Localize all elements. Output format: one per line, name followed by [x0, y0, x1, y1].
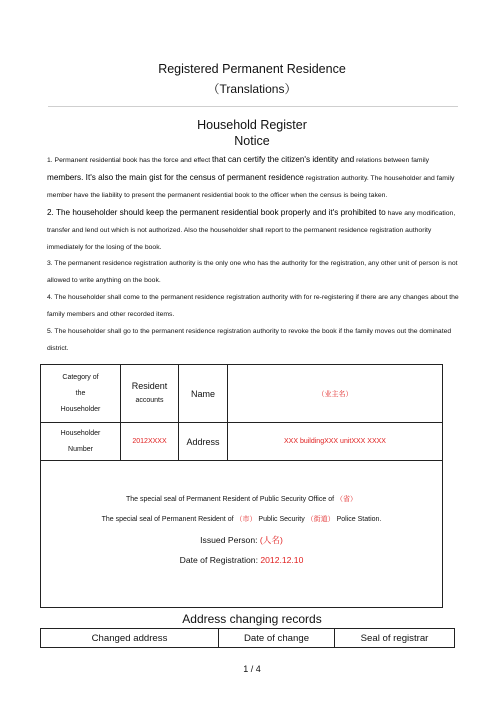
- notice-item-3: 3. The permanent residence registration authority is the only one who has the authority for the registration, any other unit of person is not allowed to write anything on the book.: [47, 260, 458, 285]
- name-value: （业主名）: [228, 365, 443, 423]
- column-seal-of-registrar: Seal of registrar: [335, 629, 455, 648]
- registration-date: Date of Registration: 2012.12.10: [179, 555, 304, 565]
- category-value-cell: Resident accounts: [121, 365, 179, 423]
- document-title: Registered Permanent Residence: [158, 62, 346, 76]
- number-label-cell: Householder Number: [41, 423, 121, 461]
- records-title: Address changing records: [182, 612, 322, 626]
- page-number: 1 / 4: [243, 664, 261, 674]
- column-changed-address: Changed address: [41, 629, 219, 648]
- issued-person: Issued Person: (人名): [200, 535, 283, 545]
- document-subtitle: （Translations）: [207, 82, 297, 96]
- seal-line-province: The special seal of Permanent Resident of Public Security Office of （省）: [126, 496, 357, 503]
- notice-item-5: 5. The householder shall go to the permanent residence registration authority to revoke the book if the family moves out the dominated district.: [47, 328, 452, 352]
- category-label-cell: Category of the Householder: [41, 365, 121, 423]
- notice-item-2: 2. The householder should keep the permanent residential book properly and it's prohibited to have any modification, transfer and lend out which is not authorized. Also the householder shall report to the permanent residence registration authority immediately for the losing of the book.: [47, 207, 456, 251]
- notice-title: Notice: [234, 134, 270, 148]
- household-row-number: [41, 423, 443, 461]
- column-date-of-change: Date of change: [219, 629, 335, 648]
- name-label: Name: [179, 365, 228, 423]
- notice-item-4: 4. The householder shall come to the permanent residence registration authority with for re-registering if there are any changes about the family members and other recorded items.: [47, 294, 459, 319]
- number-value: 2012XXXX: [121, 423, 179, 461]
- address-value: XXX buildingXXX unitXXX XXXX: [228, 423, 443, 461]
- address-label: Address: [179, 423, 228, 461]
- seal-cell: [41, 461, 443, 608]
- household-row-category: [41, 365, 443, 423]
- seal-line-city: The special seal of Permanent Resident of （市） Public Security （街道） Police Station.: [101, 516, 382, 523]
- notice-body: [47, 152, 459, 358]
- section-title: Household Register: [197, 118, 307, 132]
- household-table: [40, 364, 443, 608]
- header-divider: [48, 106, 458, 107]
- household-row-seal: [41, 461, 443, 608]
- records-header-row: [41, 629, 455, 648]
- address-records-table: [40, 628, 455, 648]
- notice-item-1: 1. Permanent residential book has the force and effect that can certify the citizen's identity and relations between family members. It's also the main gist for the census of permanent residence registration authority. The householder and family member have the liability to present the permanent residential book to the officer when the census is being taken.: [47, 155, 455, 199]
